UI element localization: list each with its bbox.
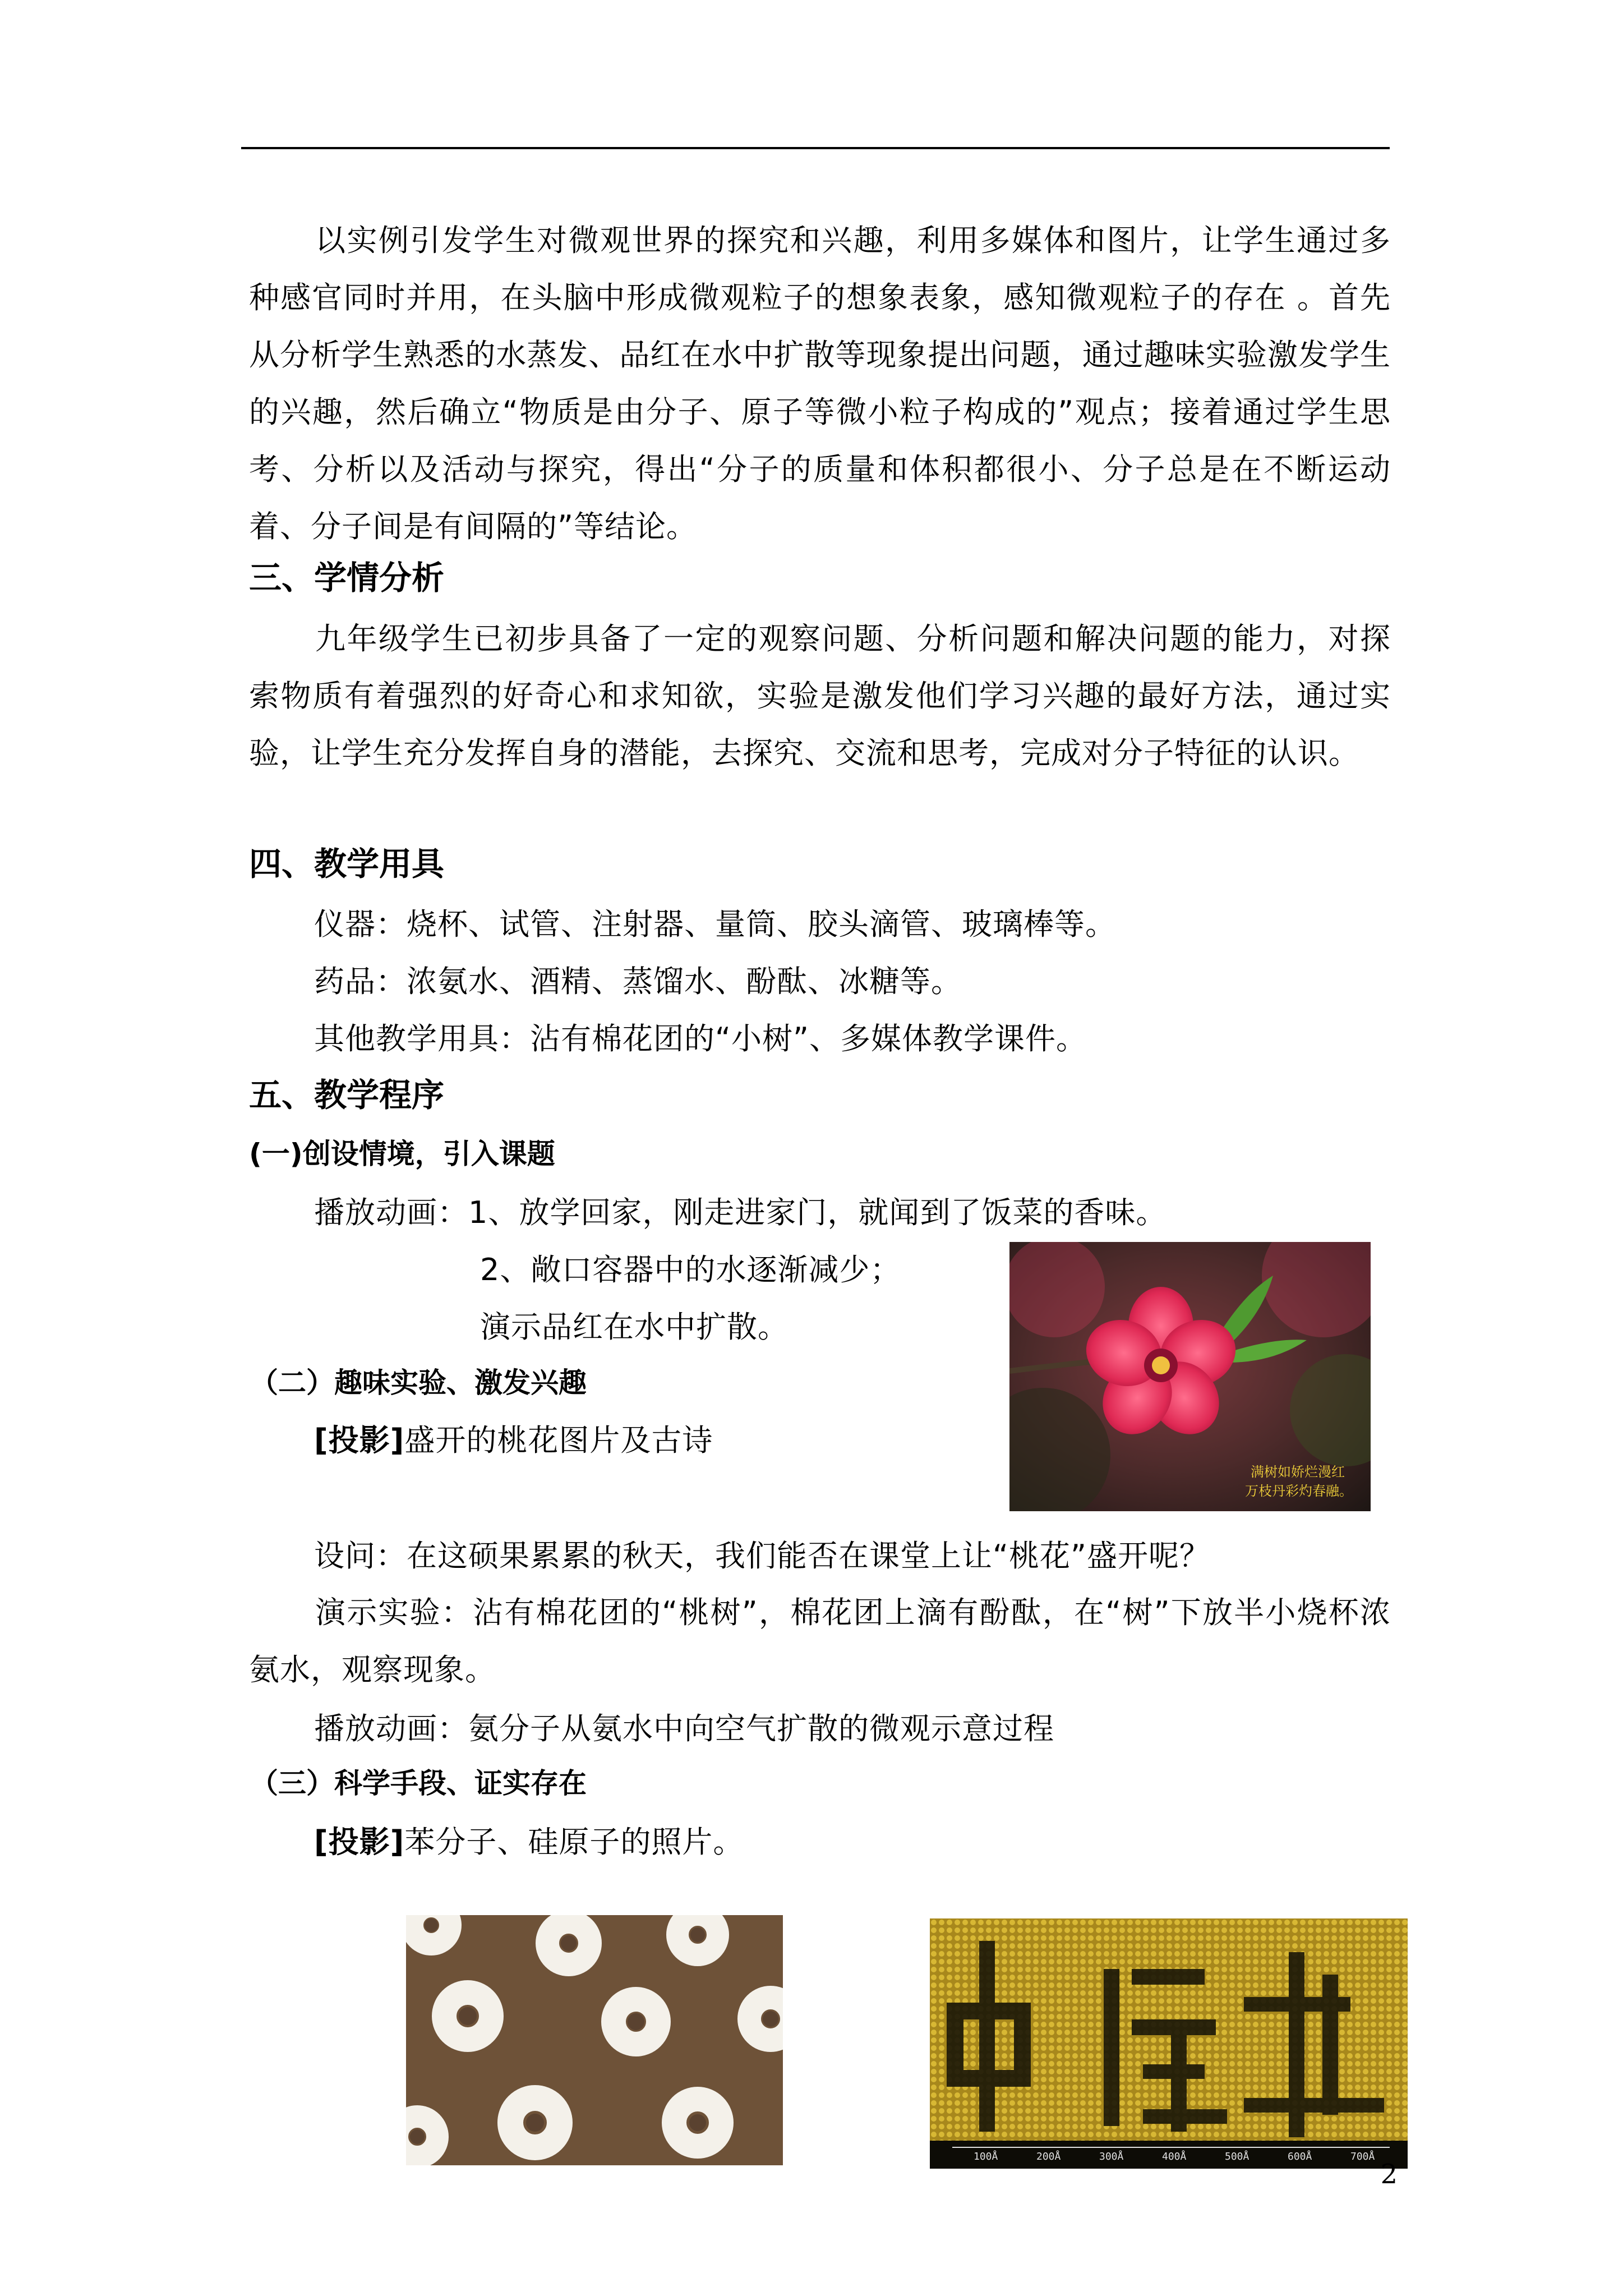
projection-text: 盛开的桃花图片及古诗 <box>404 1423 713 1458</box>
scale-label-700: 700Å <box>1350 2151 1375 2162</box>
benzene-molecule-image <box>406 1915 783 2165</box>
projection-tag: [投影] <box>314 1423 405 1458</box>
scale-label-600: 600Å <box>1288 2151 1312 2162</box>
animation-line-1: 播放动画：1、放学回家，刚走进家门，就闻到了饭菜的香味。 <box>314 1195 1167 1230</box>
scale-label-400: 400Å <box>1162 2151 1187 2162</box>
projection-tag-2: [投影] <box>314 1824 405 1860</box>
equipment-line: 仪器：烧杯、试管、注射器、量筒、胶头滴管、玻璃棒等。 <box>314 907 1116 942</box>
subsection-3-heading: （三）科学手段、证实存在 <box>250 1767 587 1800</box>
scale-label-500: 500Å <box>1225 2151 1249 2162</box>
silicon-atoms-image <box>930 1918 1408 2169</box>
animation-line-2: 2、敞口容器中的水逐渐减少； <box>480 1252 901 1287</box>
poem-line-2: 万枝丹彩灼春融。 <box>1245 1483 1353 1499</box>
demo-diffusion-line: 演示品红在水中扩散。 <box>480 1309 789 1345</box>
other-tools-line: 其他教学用具：沾有棉花团的“小树”、多媒体教学课件。 <box>314 1021 1087 1056</box>
section-3-heading: 三、学情分析 <box>249 559 445 597</box>
demo-experiment-paragraph: 演示实验：沾有棉花团的“桃树”，棉花团上滴有酚酞，在“树”下放半小烧杯浓氨水，观察现象。 <box>249 1595 1391 1687</box>
peach-blossom-image <box>1009 1242 1371 1511</box>
reagents-line: 药品：浓氨水、酒精、蒸馏水、酚酞、冰糖等。 <box>314 964 962 999</box>
section-3-paragraph: 九年级学生已初步具备了一定的观察问题、分析问题和解决问题的能力，对探索物质有着强烈的好奇心和求知欲，实验是激发他们学习兴趣的最好方法，通过实验，让学生充分发挥自身的潜能，去探究、交流和思考，完成对分子特征的认识。 <box>249 621 1391 771</box>
scale-label-100: 100Å <box>974 2151 998 2162</box>
section-4-heading: 四、教学用具 <box>249 845 445 883</box>
scale-label-200: 200Å <box>1036 2151 1061 2162</box>
poem-line-1: 满树如娇烂漫红 <box>1251 1464 1345 1480</box>
silicon-atoms-photo <box>930 1918 1408 2169</box>
subsection-1-heading: (一)创设情境，引入课题 <box>249 1138 555 1170</box>
header-rule <box>241 147 1390 149</box>
intro-paragraph: 以实例引发学生对微观世界的探究和兴趣，利用多媒体和图片，让学生通过多种感官同时并用，在头脑中形成微观粒子的想象表象，感知微观粒子的存在 。首先从分析学生熟悉的水蒸发、品红在水中扩散等现象提出问题，通过趣味实验激发学生的兴趣，然后确立“物质是由分子、原子等微小粒子构成的”观点；接着通过学生思考、分析以及活动与探究，得出“分子的质量和体积都很小、分子总是在不断运动着、分子间是有间隔的”等结论。 <box>249 223 1391 544</box>
projection-line-peach <box>314 1418 713 1463</box>
benzene-molecule-photo <box>406 1915 783 2165</box>
page-number: 2 <box>1380 2159 1398 2190</box>
question-line: 设问：在这硕果累累的秋天，我们能否在课堂上让“桃花”盛开呢？ <box>314 1538 1210 1573</box>
section-5-heading: 五、教学程序 <box>249 1076 445 1114</box>
peach-blossom-photo <box>1009 1242 1371 1511</box>
subsection-2-heading: （二）趣味实验、激发兴趣 <box>250 1366 587 1399</box>
animation-ammonia-line: 播放动画：氨分子从氨水中向空气扩散的微观示意过程 <box>314 1711 1054 1746</box>
scale-label-300: 300Å <box>1099 2151 1124 2162</box>
projection-line-molecules <box>314 1820 744 1865</box>
projection-text-2: 苯分子、硅原子的照片。 <box>404 1824 744 1860</box>
